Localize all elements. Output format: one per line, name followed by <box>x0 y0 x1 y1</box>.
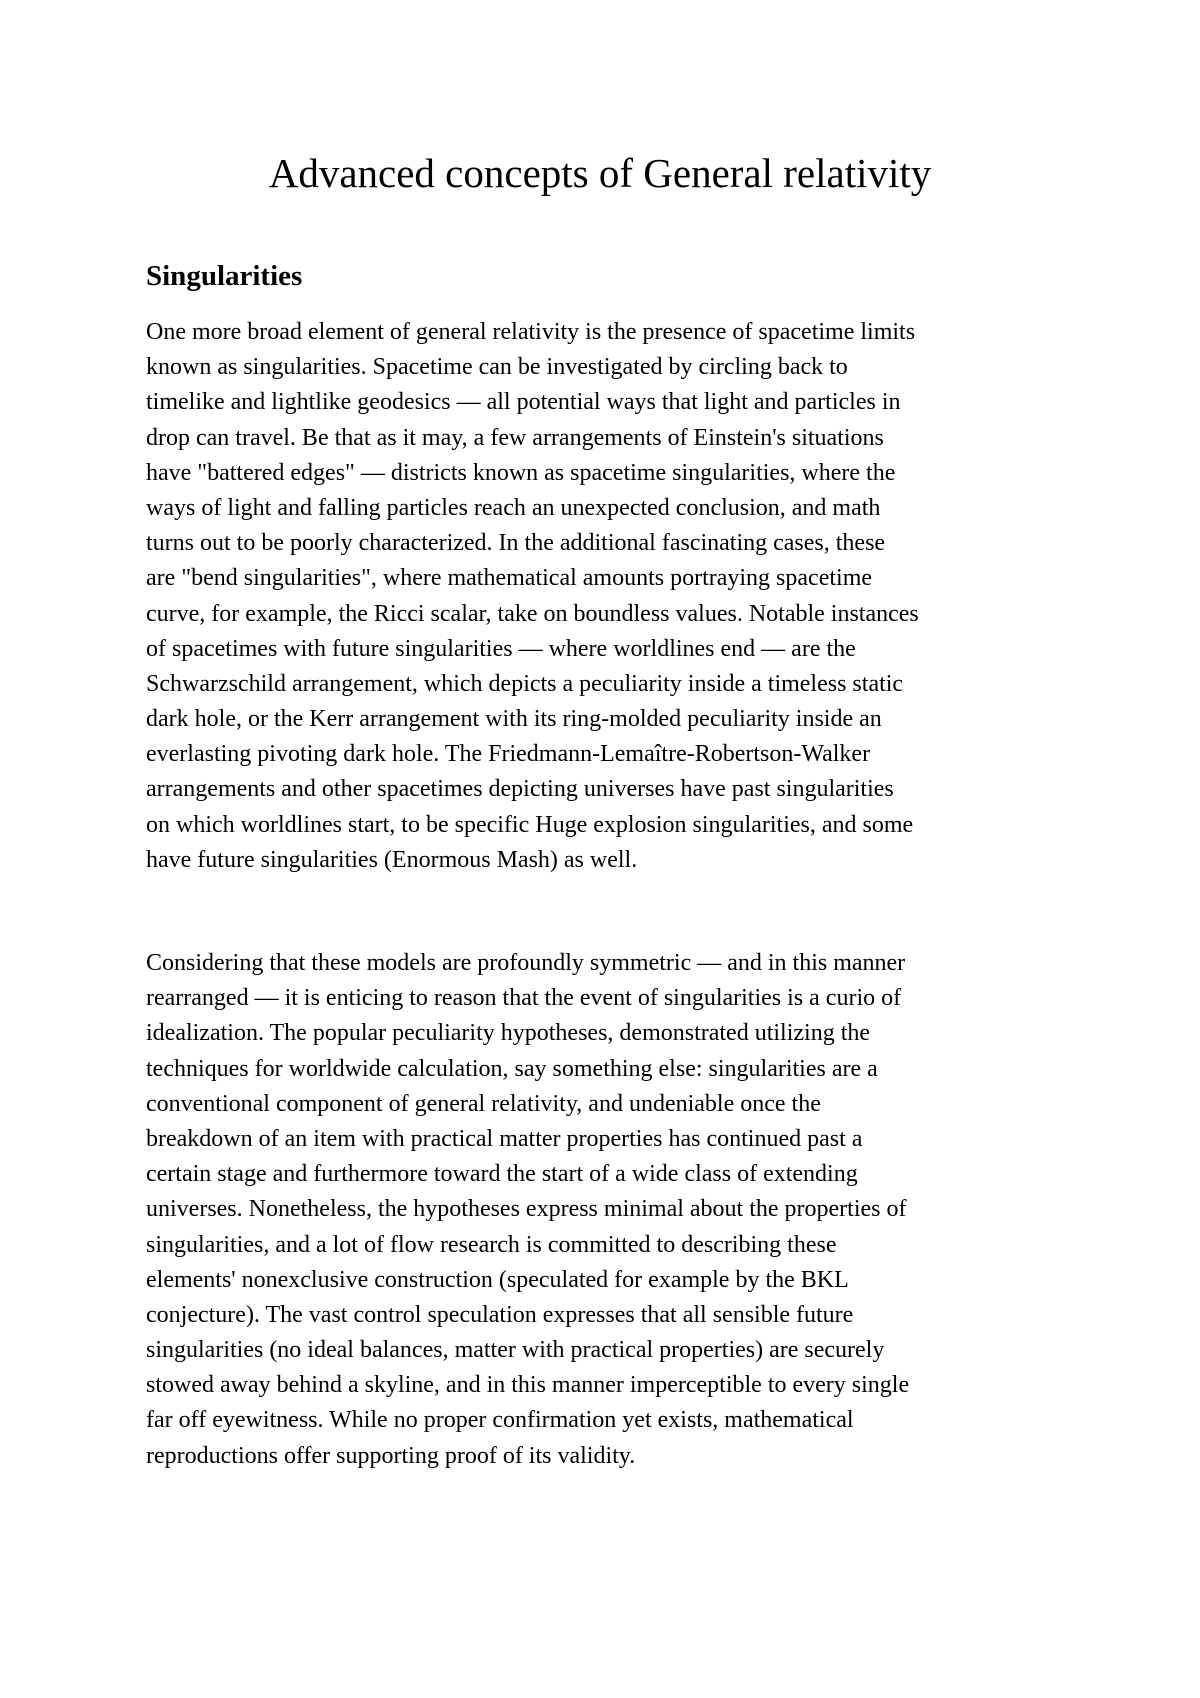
paragraph-line: techniques for worldwide calculation, say something else: singularities are a <box>146 1055 878 1082</box>
paragraph-line: breakdown of an item with practical matter properties has continued past a <box>146 1125 863 1152</box>
paragraph-line: everlasting pivoting dark hole. The Friedmann-Lemaître-Robertson-Walker <box>146 741 871 768</box>
paragraph-line: idealization. The popular peculiarity hypotheses, demonstrated utilizing the <box>146 1020 871 1047</box>
paragraph-line: conjecture). The vast control speculation expresses that all sensible future <box>146 1301 854 1328</box>
paragraph-line: have "battered edges" — districts known as spacetime singularities, where the <box>146 459 896 486</box>
section-heading-singularities: Singularities <box>146 260 303 292</box>
paragraph-line: singularities (no ideal balances, matter with practical properties) are securely <box>146 1337 885 1364</box>
paragraph-line: reproductions offer supporting proof of its validity. <box>146 1442 636 1469</box>
paragraph-line: on which worldlines start, to be specific Huge explosion singularities, and some <box>146 811 914 838</box>
paragraph-line: arrangements and other spacetimes depicting universes have past singularities <box>146 776 894 803</box>
paragraph-line: turns out to be poorly characterized. In the additional fascinating cases, these <box>146 530 886 557</box>
paragraph-line: ways of light and falling particles reach an unexpected conclusion, and math <box>146 494 881 521</box>
paragraph-line: curve, for example, the Ricci scalar, take on boundless values. Notable instances <box>146 600 919 627</box>
paragraph-2 <box>146 946 1086 1474</box>
paragraph-line: certain stage and furthermore toward the start of a wide class of extending <box>146 1161 858 1188</box>
document-title: Advanced concepts of General relativity <box>268 150 932 196</box>
paragraph-line: conventional component of general relativity, and undeniable once the <box>146 1090 821 1117</box>
paragraph-line: far off eyewitness. While no proper confirmation yet exists, mathematical <box>146 1407 854 1434</box>
paragraph-line: dark hole, or the Kerr arrangement with its ring-molded peculiarity inside an <box>146 706 882 733</box>
paragraph-line: known as singularities. Spacetime can be investigated by circling back to <box>146 354 848 381</box>
paragraph-line: are "bend singularities", where mathematical amounts portraying spacetime <box>146 565 873 592</box>
paragraph-line: Considering that these models are profoundly symmetric — and in this manner <box>146 950 906 976</box>
paragraph-line: Schwarzschild arrangement, which depicts a peculiarity inside a timeless static <box>146 670 904 697</box>
paragraph-line: stowed away behind a skyline, and in this manner imperceptible to every single <box>146 1372 910 1399</box>
paragraph-line: rearranged — it is enticing to reason that the event of singularities is a curio of <box>146 985 902 1012</box>
paragraph-line: have future singularities (Enormous Mash) as well. <box>146 846 638 873</box>
paragraph-line: singularities, and a lot of flow research is committed to describing these <box>146 1231 837 1258</box>
paragraph-line: universes. Nonetheless, the hypotheses express minimal about the properties of <box>146 1196 907 1223</box>
paragraph-line: drop can travel. Be that as it may, a few arrangements of Einstein's situations <box>146 424 884 451</box>
paragraph-1 <box>146 315 1086 878</box>
paragraph-line: of spacetimes with future singularities — where worldlines end — are the <box>146 635 856 662</box>
paragraph-line: elements' nonexclusive construction (speculated for example by the BKL <box>146 1266 849 1293</box>
paragraph-line: One more broad element of general relativity is the presence of spacetime limits <box>146 319 916 345</box>
paragraph-line: timelike and lightlike geodesics — all potential ways that light and particles in <box>146 389 901 416</box>
